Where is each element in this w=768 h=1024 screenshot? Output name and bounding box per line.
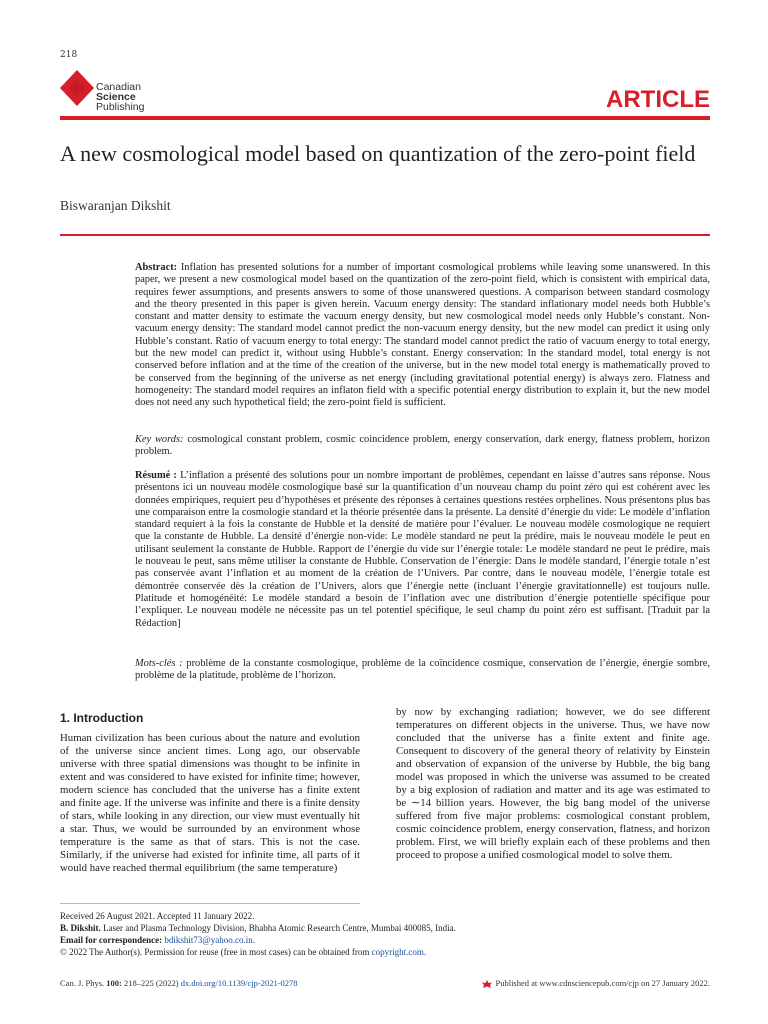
abstract bbox=[135, 262, 710, 410]
received-dates: Received 26 August 2021. Accepted 11 January 2022. bbox=[60, 911, 255, 921]
publisher-line2: Science bbox=[96, 91, 136, 103]
email-link[interactable]: bdikshit73@yahoo.co.in. bbox=[164, 935, 255, 945]
copyright-link[interactable]: copyright.com. bbox=[371, 947, 427, 957]
correspondence bbox=[60, 934, 560, 946]
abstract-text: Inflation has presented solutions for a number of important cosmological problems while leaving some unanswered. In this paper, we present a new cosmological model based on the quantization of the zero-point field, which is consistent with empirical data, requires fewer assumptions, and presents answers to some of those unanswered questions. A comparison between standard cosmology and the theory presented in this paper is given herein. Vacuum energy density: The standard inflationary model needs both Hubble’s constant and matter density to estimate the vacuum energy density, but new cosmological model needs only Hubble’s constant. Non-vacuum energy density: The standard model cannot predict the non-vacuum energy density, but the new model can predict it using only Hubble’s constant. Ratio of vacuum energy to total energy: The standard model cannot predict the ratio of vacuum energy to total energy, but the new model can predict it, without using Hubble’s constant. Energy conservation: In the standard model, total energy is not conserved before inflation and at the time of the creation of the universe, but in the new model total energy is mathematically proved to be conserved from the beginning of the universe as net energy (including gravitational potential energy) is always zero. Flatness and homogeneity: The standard model requires an inflaton field with a specific potential energy distribution to explain it, but the new model does not need any such hypothetical field; the zero-point field is sufficient. bbox=[135, 262, 710, 409]
publisher-line1: Canadian bbox=[96, 81, 141, 93]
page-number: 218 bbox=[60, 50, 78, 60]
resume-label: Résumé : bbox=[135, 470, 177, 481]
email-label: Email for correspondence: bbox=[60, 935, 163, 945]
keywords-text: cosmological constant problem, cosmic coincidence problem, energy conservation, dark energy, flatness problem, horizon problem. bbox=[135, 434, 710, 458]
keywords bbox=[135, 434, 710, 459]
affiliation-name: B. Dikshit. bbox=[60, 923, 101, 933]
publisher-line3: Publishing bbox=[96, 101, 145, 113]
keywords-label: Key words: bbox=[135, 434, 184, 445]
affiliation bbox=[60, 922, 710, 934]
resume bbox=[135, 470, 710, 630]
intro-left-column: Human civilization has been curious about the nature and evolution of the universe since ancient times. Long ago, our observable universe with three spatial dimensions was thought to be infinite in extent and was considered to have existed for infinite time; however, modern science has concluded that the universe has a finite extent and finite age. If the universe was infinite and there is a finite density of stars, while looking in any direction, our view must eventually hit a star. Thus, we would be surrounded by an environment whose temperature is the same as that of stars. This is not the case. Similarly, if the universe had existed for infinite time, all parts of it would have reached thermal equilibrium (the same temperature) bbox=[60, 732, 360, 874]
published-text: Published at www.cdnsciencepub.com/cjp on 27 January 2022. bbox=[495, 978, 710, 988]
journal-abbrev: Can. J. Phys. bbox=[60, 978, 105, 988]
intro-right-column: by now by exchanging radiation; however, we do see different temperatures on different objects in the universe. Thus, we have now concluded that the universe has a finite extent and finite age. Consequent to discovery of the general theory of relativity by Einstein and observation of expansion of the universe by Hubble, the big bang model was proposed in which the universe was assumed to be created by a big explosion of radiation and matter and its age was estimated to be ∼14 billion years. However, the big bang model of the universe suffered from five major problems: cosmological constant problem, cosmic coincidence problem, energy conservation, flatness, and horizon problem. First, we will briefly explain each of these problems and then proceed to propose a unified cosmological model to solve them. bbox=[396, 706, 710, 861]
citation bbox=[60, 978, 298, 988]
published-info bbox=[482, 978, 710, 988]
affiliation-text: Laser and Plasma Technology Division, Bhabha Atomic Research Centre, Mumbai 400085, India. bbox=[103, 923, 456, 933]
article-type-label: ARTICLE bbox=[606, 86, 710, 113]
volume: 100: bbox=[106, 978, 122, 988]
doi-link[interactable]: dx.doi.org/10.1139/cjp-2021-0278 bbox=[180, 978, 298, 988]
copyright-text: © 2022 The Author(s). Permission for reuse (free in most cases) can be obtained from bbox=[60, 947, 370, 957]
publisher-name bbox=[96, 82, 144, 112]
paper-title: A new cosmological model based on quantization of the zero-point field bbox=[60, 141, 696, 166]
copyright bbox=[60, 946, 710, 958]
header-divider bbox=[60, 234, 710, 236]
pages-year: 218–225 (2022) bbox=[124, 978, 179, 988]
footnote-divider bbox=[60, 903, 360, 904]
author-name: Biswaranjan Dikshit bbox=[60, 198, 171, 213]
motscles-text: problème de la constante cosmologique, problème de la coïncidence cosmique, conservation de l’énergie, énergie sombre, problème de la platitude, problème de l’horizon. bbox=[135, 658, 710, 682]
abstract-label: Abstract: bbox=[135, 262, 178, 273]
motscles bbox=[135, 658, 710, 683]
motscles-label: Mots-clés : bbox=[135, 658, 183, 669]
resume-text: L’inflation a présenté des solutions pour un nombre important de problèmes, cependant en laisse d’autres sans réponse. Nous présentons ici un nouveau modèle cosmologique basé sur la quantification d’un nouveau champ du point zéro qui est cohérent avec les données empiriques, requiert peu d’hypothèses et présente des réponses à certaines questions restées orphelines. Nous présentons plus bas une comparaison entre la cosmologie standard et la théorie présentée dans la présente. La densité d’énergie du vide: Le modèle d’inflation standard requiert à la fois la constante de Hubble et la densité de matière pour l’évaluer. Le nouveau modèle cosmologique ne requiert que la constante de Hubble. La densité d’énergie non-vide: Le modèle standard ne peut la prédire, mais le nouveau modèle le peut en utilisant seulement la constante de Hubble. Rapport de l’énergie du vide sur l’énergie totale: Le modèle standard ne peut le prédire, mais le nouveau le peut, sans même utiliser la constante de Hubble. Conservation de l’énergie: Dans le modèle standard, l’énergie totale n’est pas conservée avant l’inflation et au moment de la création de l’Univers. Par contre, dans le nouveau modèle, l’énergie totale est démontrée conservée dès la création de l’Univers, alors que l’énergie nette (incluant l’énergie gravitationnelle) est toujours nulle. Platitude et homogénéité: Le modèle standard a besoin de l’inflation avec une distribution d’énergie potentielle spécifique pour l’expliquer. Le nouveau modèle ne nécessite pas un tel potentiel spécifique, le seul champ du point zéro est suffisant. [Traduit par la Rédaction] bbox=[135, 470, 711, 629]
header-bar bbox=[60, 116, 710, 120]
maple-leaf-icon bbox=[482, 980, 492, 988]
section-heading-introduction: 1. Introduction bbox=[60, 711, 144, 725]
